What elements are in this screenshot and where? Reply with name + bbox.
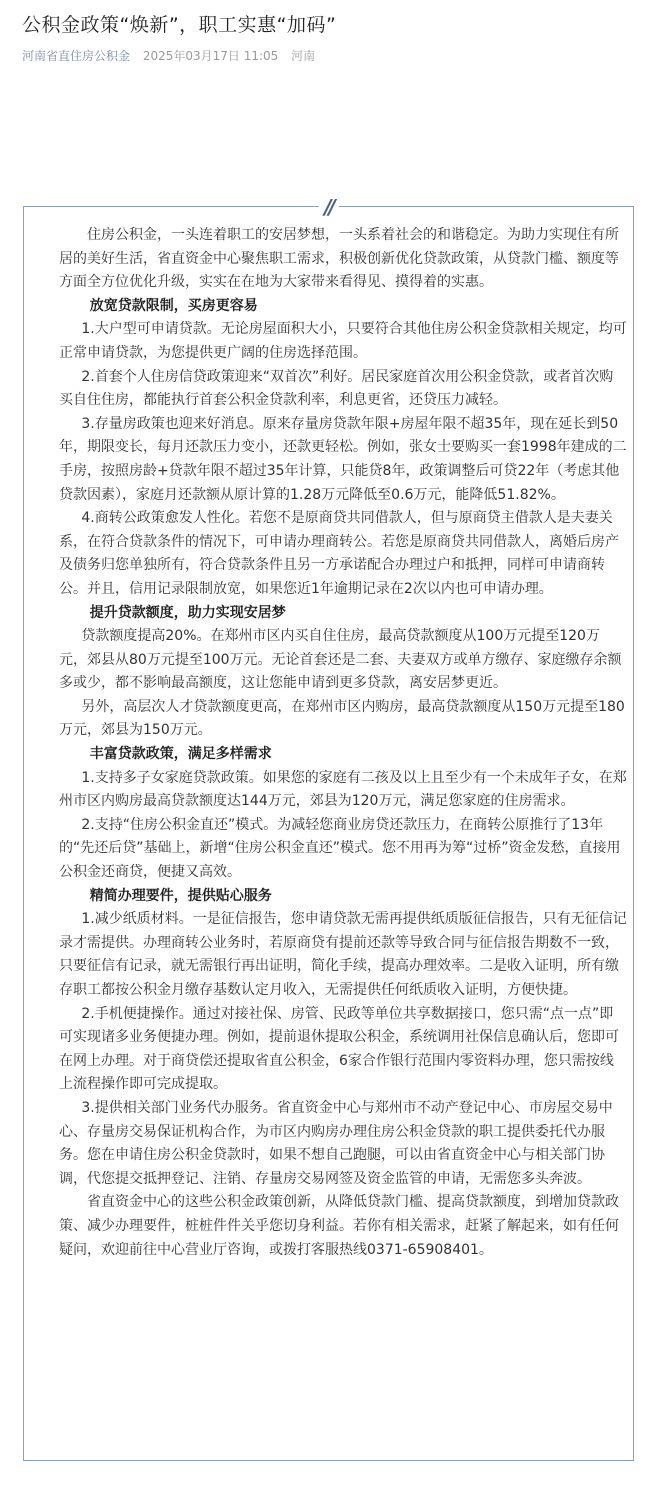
paragraph: 1.减少纸质材料。一是征信报告，您申请贷款无需再提供纸质版征信报告，只有无征信记录才需提供。办理商转公业务时，若原商贷有提前还款等导致合同与征信报告期数不一致，只要征信有记录，就无需银行再出证明，简化手续，提高办理效率。二是收入证明，所有缴存职工都按公积金月缴存基数认定月收入，无需提供任何纸质收入证明，方便快捷。: [59, 911, 627, 998]
paragraph: 另外，高层次人才贷款额度更高，在郑州市区内购房，最高贷款额度从150万元提至180万元，郊县为150万元。: [59, 698, 625, 739]
section-heading: 放宽贷款限制，买房更容易: [89, 297, 258, 314]
paragraph: 2.首套个人住房信贷政策迎来“双首次”利好。居民家庭首次用公积金贷款，或者首次购买自住住房，都能执行首套公积金贷款利率，利息更省，还贷压力减轻。: [59, 368, 614, 409]
article-meta: [22, 47, 324, 64]
slash-divider-icon: //: [318, 197, 339, 217]
paragraph: 3.存量房政策也迎来好消息。原来存量房贷款年限+房屋年限不超35年，现在延长到50年，期限变长，每月还款压力变小，还款更轻松。例如，张女士要购买一套1998年建成的二手房，按照房龄+贷款年限不超过35年计算，只能贷8年，政策调整后可贷22年（考虑其他贷款因素），家庭月还款额从原计算的1.28万元降低至0.6万元，能降低51.82%。: [59, 415, 627, 503]
section-heading: 提升贷款额度，助力实现安居梦: [89, 604, 286, 621]
paragraph: 1.支持多子女家庭贷款政策。如果您的家庭有二孩及以上且至少有一个未成年子女，在郑州市区内购房最高贷款额度达144万元，郊县为120万元，满足您家庭的住房需求。: [59, 769, 627, 810]
paragraph: 贷款额度提高20%。在郑州市区内买自住住房，最高贷款额度从100万元提至120万元，郊县从80万元提至100万元。无论首套还是二套、夫妻双方或单方缴存、家庭缴存余额多或少，都不影响最高额度，这让您能申请到更多贷款，离安居梦更近。: [59, 628, 622, 692]
article-title: 公积金政策“焕新”，职工实惠“加码”: [22, 14, 337, 36]
paragraph: 1.大户型可申请贷款。无论房屋面积大小，只要符合其他住房公积金贷款相关规定，均可正常申请贷款，为您提供更广阔的住房选择范围。: [59, 321, 627, 361]
paragraph: 住房公积金，一头连着职工的安居梦想，一头系着社会的和谐稳定。为助力实现住有所居的美好生活，省直资金中心聚焦职工需求，积极创新优化贷款政策，从贷款门槛、额度等方面全方位优化升级，实实在在地为大家带来看得见、摸得着的实惠。: [59, 227, 619, 291]
paragraph: 2.手机便捷操作。通过对接社保、房管、民政等单位共享数据接口，您只需“点一点”即可实现诸多业务便捷办理。例如，提前退休提取公积金，系统调用社保信息确认后，您即可在网上办理。对于商贷偿还提取省直公积金，6家合作银行范围内零资料办理，您只需按线上流程操作即可完成提取。: [59, 1005, 619, 1093]
paragraph: 3.提供相关部门业务代办服务。省直资金中心与郑州市不动产登记中心、市房屋交易中心、存量房交易保证机构合作，为市区内购房办理住房公积金贷款的职工提供委托代办服务。您在申请住房公积金贷款时，如果不想自己跑腿，可以由省直资金中心与相关部门协调，代您提交抵押登记、注销、存量房交易网签及资金监管的申请，无需您多头奔波。: [59, 1099, 613, 1187]
section-heading: 丰富贷款政策，满足多样需求: [89, 746, 272, 763]
article-region: 河南: [291, 49, 316, 63]
paragraph: 4.商转公政策愈发人性化。若您不是原商贷共同借款人，但与原商贷主借款人是夫妻关系，在符合贷款条件的情况下，可申请办理商转公。若您是原商贷共同借款人，离婚后房产及债务归您单独所有，符合贷款条件且另一方承诺配合办理过户和抵押，同样可申请商转公。并且，信用记录限制放宽，如果您近1年逾期记录在2次以内也可申请办理。: [59, 510, 619, 597]
article-body-card: [23, 195, 634, 1461]
article-content: [59, 224, 627, 1262]
paragraph: 2.支持“住房公积金直还”模式。为减轻您商业房贷还款压力，在商转公原推行了13年的“先还后贷”基础上，新增“住房公积金直还”模式。您不用再为筹“过桥”资金发愁，直接用公积金还商贷，便捷又高效。: [59, 816, 621, 881]
article-date: 2025年03月17日 11:05: [142, 49, 279, 63]
paragraph: 省直资金中心的这些公积金政策创新，从降低贷款门槛、提高贷款额度，到增加贷款政策、减少办理要件，桩桩件件关乎您切身利益。若你有相关需求，赶紧了解起来，如有任何疑问，欢迎前往中心营业厅咨询，或拨打客服热线0371-65908401。: [59, 1194, 619, 1258]
article-source[interactable]: 河南省直住房公积金: [22, 49, 131, 63]
section-heading: 精简办理要件，提供贴心服务: [89, 887, 272, 904]
